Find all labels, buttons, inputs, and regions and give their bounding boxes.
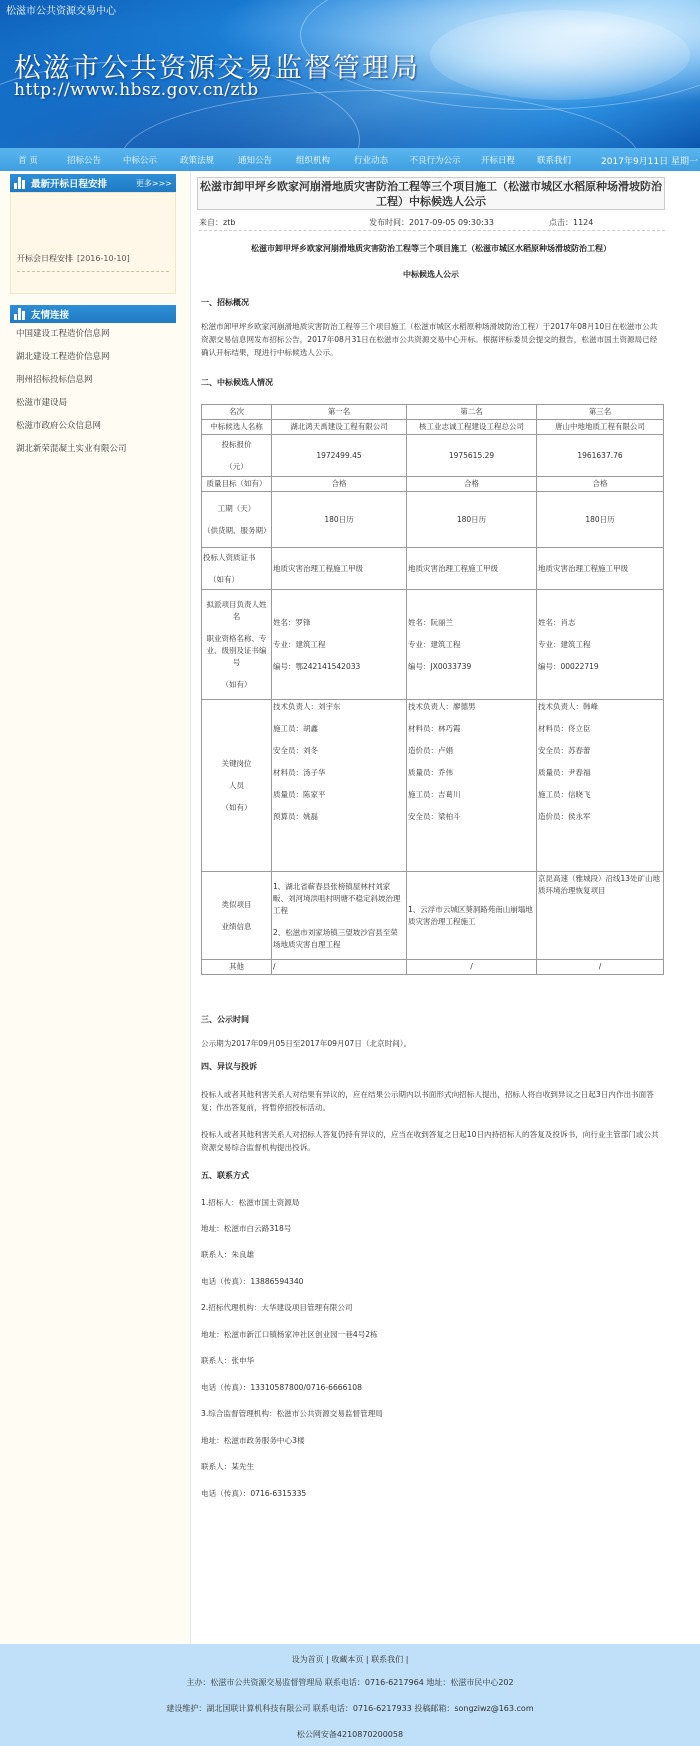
article-source: 来自：ztb xyxy=(199,218,236,227)
friend-link[interactable]: 松滋市建设局 xyxy=(16,398,68,408)
table-cell: 合格 xyxy=(537,477,664,492)
table-row xyxy=(202,492,664,548)
contact-line: 3.综合监督管理机构：松滋市公共资源交易监督管理局 xyxy=(201,1409,383,1418)
row-label: 中标候选人名称 xyxy=(202,420,272,435)
table-cell: 地质灾害治理工程施工甲级 xyxy=(407,548,537,590)
article-title: 松滋市卸甲坪乡欧家河崩滑地质灾害防治工程等三个项目施工（松滋市城区水稻原种场滑坡防治工程）中标候选人公示 xyxy=(197,177,665,210)
pm-major: 专业：建筑工程 xyxy=(538,639,591,649)
project-item: 1、湖北省蕲春县张榜镇屋林村刘家畈、刘河境洪咀村明塘不稳定斜坡治理工程 xyxy=(273,881,401,915)
key-person: 质量员：尹春福 xyxy=(538,768,591,777)
table-cell: / xyxy=(537,960,664,975)
key-person: 安全员：梁柏斗 xyxy=(408,812,461,821)
pm-major: 专业：建筑工程 xyxy=(273,639,326,649)
table-cell: 湖北鸿天禹建设工程有限公司 xyxy=(272,420,407,435)
key-person: 材料员：林巧霞 xyxy=(408,724,461,733)
divider xyxy=(17,271,169,272)
section-heading: 四、异议与投诉 xyxy=(201,1062,257,1071)
table-cell: / xyxy=(272,960,407,975)
row-label-line: （如有） xyxy=(209,574,239,584)
footer-links[interactable]: 设为首页 | 收藏本页 | 联系我们 | xyxy=(291,1655,409,1664)
contact-line: 地址：松滋市政务服务中心3楼 xyxy=(201,1436,305,1445)
contact-line: 1.招标人：松滋市国土资源局 xyxy=(201,1198,300,1207)
schedule-item[interactable] xyxy=(17,253,130,264)
nav-contact[interactable]: 联系我们 xyxy=(536,155,571,166)
nav-industry-news[interactable]: 行业动态 xyxy=(353,155,388,166)
key-person: 造价员：卢娟 xyxy=(408,746,453,755)
contact-line: 联系人：某先生 xyxy=(201,1462,255,1471)
paragraph: 公示期为2017年09月05日至2017年09月07日（北京时间）。 xyxy=(201,1039,412,1048)
table-cell: 京昆高速（雅城段）沿线13处矿山地质环境治理恢复项目 xyxy=(537,872,664,960)
key-person: 造价员：侯永军 xyxy=(538,812,591,821)
schedule-title: 最新开标日程安排 xyxy=(31,179,108,190)
row-label-line: （如有） xyxy=(221,802,252,812)
row-label-line: （元） xyxy=(225,461,248,471)
table-header: 第二名 xyxy=(407,405,537,420)
row-label-line: 业绩信息 xyxy=(221,921,252,931)
table-cell xyxy=(407,590,537,700)
pm-cert: 编号：鄂242141542033 xyxy=(273,661,361,671)
key-person: 安全员：刘冬 xyxy=(273,746,318,755)
row-label xyxy=(202,872,272,960)
contact-line: 联系人：张申华 xyxy=(201,1356,255,1365)
pm-cert: 编号：JX0033739 xyxy=(408,661,472,671)
links-title: 友情连接 xyxy=(31,310,70,321)
schedule-box xyxy=(10,174,176,294)
table-cell: 唐山中地地质工程有限公司 xyxy=(537,420,664,435)
site-url: http://www.hbsz.gov.cn/ztb xyxy=(14,80,259,100)
row-label xyxy=(202,700,272,872)
row-label xyxy=(202,492,272,548)
pm-name: 姓名：肖志 xyxy=(538,617,576,627)
key-person: 技术负责人：刘宇东 xyxy=(273,702,341,711)
nav-home[interactable]: 首 页 xyxy=(18,155,38,166)
table-cell: 1972499.45 xyxy=(272,435,407,477)
footer-icp: 松公网安备4210870200058 xyxy=(296,1730,404,1739)
friend-links xyxy=(10,323,176,461)
key-person: 施工员：信晓飞 xyxy=(538,790,591,799)
key-person: 质量员：乔伟 xyxy=(408,768,453,777)
table-row xyxy=(202,872,664,960)
key-person: 技术负责人：韩峰 xyxy=(538,702,598,711)
row-label-line: 投标人资质证书 xyxy=(203,552,256,562)
site-title: 松滋市公共资源交易监督管理局 xyxy=(14,53,420,84)
section-heading: 二、中标候选人情况 xyxy=(201,378,273,387)
candidate-table xyxy=(201,404,664,975)
table-cell: 1975615.29 xyxy=(407,435,537,477)
paragraph: 投标人或者其他利害关系人对招标人答复仍持有异议的，应当在收到答复之日起10日内持招标人的答复及投诉书，向行业主管部门或公共资源交易综合监督机构提出投诉。 xyxy=(201,1130,659,1152)
pm-name: 姓名：罗锋 xyxy=(273,617,311,627)
contact-line: 地址：松滋市新江口镇杨家冲社区创业园一巷4号2栋 xyxy=(201,1330,378,1339)
friend-link[interactable]: 中国建设工程造价信息网 xyxy=(16,329,110,339)
table-cell: 地质灾害治理工程施工甲级 xyxy=(537,548,664,590)
row-label-line: （如有） xyxy=(221,679,252,689)
table-header: 第三名 xyxy=(537,405,664,420)
table-row xyxy=(202,435,664,477)
table-cell xyxy=(272,590,407,700)
table-cell: 地质灾害治理工程施工甲级 xyxy=(272,548,407,590)
paragraph: 投标人或者其他利害关系人对结果有异议的，应在结果公示期内以书面形式向招标人提出，招标人将自收到异议之日起3日内作出书面答复；作出答复前，将暂停招投标活动。 xyxy=(201,1090,654,1112)
contact-line: 电话（传真）：13310587800/0716-6666108 xyxy=(201,1383,362,1392)
key-person: 质量员：陈家平 xyxy=(273,790,326,799)
table-header: 名次 xyxy=(202,405,272,420)
table-cell: / xyxy=(407,960,537,975)
contact-line: 电话（传真）：13886594340 xyxy=(201,1277,304,1286)
pm-cert: 编号：00022719 xyxy=(538,661,599,671)
table-cell: 核工业志诚工程建设工程总公司 xyxy=(407,420,537,435)
table-cell: 1、云浮市云城区葵洞路苑南山崩塌地质灾害治理工程施工 xyxy=(407,872,537,960)
links-header xyxy=(10,305,176,323)
table-row xyxy=(202,548,664,590)
table-cell xyxy=(537,590,664,700)
site-banner xyxy=(0,0,700,148)
bar-chart-icon xyxy=(14,177,26,189)
footer-maintainer: 建设维护：湖北国联计算机科技有限公司 联系电话：0716-6217933 投稿邮箱：songziwz@163.com xyxy=(166,1704,534,1713)
friend-link[interactable]: 湖北建设工程造价信息网 xyxy=(16,352,110,362)
article-date: 发布时间：2017-09-05 09:30:33 xyxy=(369,218,494,227)
pm-major: 专业：建筑工程 xyxy=(408,639,461,649)
table-cell xyxy=(272,872,407,960)
schedule-header xyxy=(10,174,176,192)
table-row xyxy=(202,420,664,435)
section-heading: 五、联系方式 xyxy=(201,1171,249,1180)
row-label-line: 投标报价 xyxy=(221,439,252,449)
table-row xyxy=(202,405,664,420)
nav-bad-behavior[interactable]: 不良行为公示 xyxy=(409,155,461,166)
table-cell: 合格 xyxy=(407,477,537,492)
table-cell xyxy=(537,700,664,872)
banner-glow xyxy=(430,10,690,100)
project-item: 2、松滋市刘家场镇三望坡沙宫县至荣场地质灾害自理工程 xyxy=(273,927,398,949)
key-person: 材料员：佟立臣 xyxy=(538,724,591,733)
row-label-line: 拟派项目负责人姓名 xyxy=(206,599,267,621)
article-clicks: 点击：1124 xyxy=(549,218,594,227)
footer xyxy=(0,1644,700,1746)
key-person: 施工员：吉葛川 xyxy=(408,790,461,799)
links-box xyxy=(10,305,176,461)
contact-line: 电话（传真）：0716-6315335 xyxy=(201,1489,307,1498)
article xyxy=(190,171,670,1644)
row-label: 质量目标（如有） xyxy=(202,477,272,492)
table-row xyxy=(202,700,664,872)
table-cell: 1961637.76 xyxy=(537,435,664,477)
key-person: 施工员：胡鑫 xyxy=(273,724,318,733)
nav-award-notice[interactable]: 中标公示 xyxy=(122,155,157,166)
row-label-line: 类似项目 xyxy=(221,899,252,909)
table-cell: 180日历 xyxy=(537,492,664,548)
friend-link[interactable]: 松滋市政府公众信息网 xyxy=(16,421,102,431)
bar-chart-icon xyxy=(14,308,26,320)
section-heading: 三、公示时间 xyxy=(201,1015,249,1024)
table-cell xyxy=(407,700,537,872)
contact-line: 地址：松滋市白云路318号 xyxy=(201,1224,292,1233)
table-row xyxy=(202,590,664,700)
row-label-line: 人员 xyxy=(229,780,244,790)
table-cell xyxy=(272,700,407,872)
row-label xyxy=(202,548,272,590)
table-cell: 180日历 xyxy=(272,492,407,548)
key-person: 预算员：姚磊 xyxy=(273,812,318,821)
key-person: 技术负责人：廖德男 xyxy=(408,702,476,711)
nav-notices[interactable]: 通知公告 xyxy=(237,155,272,166)
row-label-line: 工期（天） xyxy=(217,503,256,513)
key-person: 安全员：苏春蕾 xyxy=(538,746,591,755)
footer-host: 主办：松滋市公共资源交易监督管理局 联系电话：0716-6217964 地址：松滋市民中心202 xyxy=(186,1678,514,1687)
schedule-list xyxy=(10,192,176,294)
sidebar xyxy=(0,171,190,1644)
nav-opening-schedule[interactable]: 开标日程 xyxy=(480,155,515,166)
row-label-line: （供货期、服务期） xyxy=(203,525,271,535)
friend-link[interactable]: 湖北新荣混凝土实业有限公司 xyxy=(16,444,127,454)
schedule-item-date: [2016-10-10] xyxy=(77,254,130,263)
schedule-item-title[interactable]: 开标会日程安排 xyxy=(17,254,73,263)
current-date: 2017年9月11日 星期一 xyxy=(601,157,698,167)
key-person: 材料员：汤子华 xyxy=(273,768,326,777)
table-row xyxy=(202,960,664,975)
main-nav xyxy=(0,148,700,171)
table-cell: 合格 xyxy=(272,477,407,492)
row-label: 其他 xyxy=(202,960,272,975)
paragraph: 松滋市卸甲坪乡欧家河崩滑地质灾害防治工程等三个项目施工（松滋市城区水稻原种场滑坡防治工程）于2017年08月10日在松滋市公共资源交易信息网发布招标公告，2017年08月31日在松滋市公共资源交易中心开标。根据评标委员会提交的报告，松滋市国土资源局已经确认开标结果，现进行中标候选人公示。 xyxy=(201,322,658,357)
schedule-more-link[interactable]: 更多>>> xyxy=(135,179,172,188)
nav-tender-notice[interactable]: 招标公告 xyxy=(66,155,101,166)
nav-policy[interactable]: 政策法规 xyxy=(179,155,214,166)
contact-line: 2.招标代理机构：大华建设项目管理有限公司 xyxy=(201,1303,353,1312)
site-label: 松滋市公共资源交易中心 xyxy=(6,6,116,17)
table-cell: 180日历 xyxy=(407,492,537,548)
content-heading: 中标候选人公示 xyxy=(403,270,459,279)
contact-line: 联系人：朱良雄 xyxy=(201,1250,255,1259)
nav-organization[interactable]: 组织机构 xyxy=(295,155,330,166)
row-label-line: 职业资格名称、专业、级别及证书编号 xyxy=(206,633,267,667)
table-header: 第一名 xyxy=(272,405,407,420)
pm-name: 姓名：阮丽兰 xyxy=(408,617,453,627)
section-heading: 一、招标概况 xyxy=(201,298,249,307)
row-label xyxy=(202,590,272,700)
row-label xyxy=(202,435,272,477)
table-row xyxy=(202,477,664,492)
friend-link[interactable]: 荆州招标投标信息网 xyxy=(16,375,93,385)
content-subtitle: 松滋市卸甲坪乡欧家河崩滑地质灾害防治工程等三个项目施工（松滋市城区水稻原种场滑坡防治工程） xyxy=(251,244,611,253)
row-label-line: 关键岗位 xyxy=(221,758,252,768)
article-meta xyxy=(199,217,665,231)
